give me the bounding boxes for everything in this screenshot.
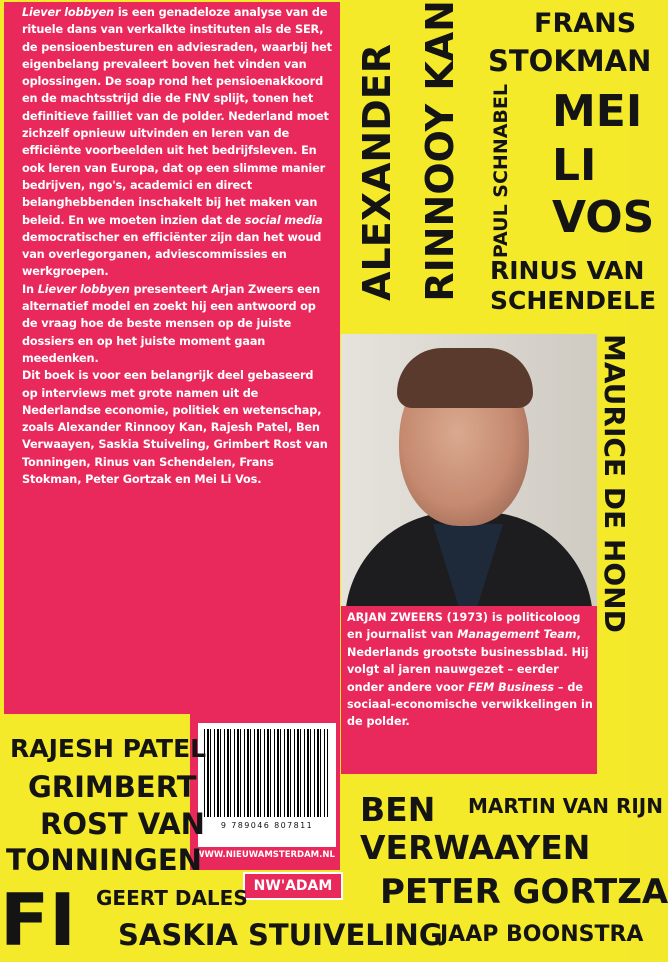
name-mei: MEI: [552, 86, 643, 137]
name-geert: GEERT DALES: [96, 886, 248, 910]
name-stokman: STOKMAN: [488, 44, 652, 78]
publisher-logo: NW'ADAM: [243, 872, 343, 900]
name-rost-van: ROST VAN: [40, 807, 205, 841]
name-rajesh: RAJESH PATEL: [10, 734, 207, 763]
publisher-url: WWW.NIEUWAMSTERDAM.NL: [195, 850, 335, 860]
name-martin: MARTIN VAN RIJN: [468, 794, 663, 818]
name-rinus: RINUS VAN: [490, 256, 645, 285]
name-schnabel: PAUL SCHNABEL: [490, 84, 512, 259]
name-peter: PETER GORTZA: [380, 872, 668, 912]
barcode-bars: [204, 729, 328, 817]
name-grimbert: GRIMBERT: [28, 770, 197, 804]
blurb-paragraph-1: Liever lobbyen is een genadeloze analyse van de rituele dans van verkalkte instituten als de SER, de pensioenbesturen en adviesraden, waarbij het eigenbelang prevaleert boven het vinden van oplossingen. De soap rond het pensioenakkoord en de machtsstrijd die de FNV splijt, tonen het definitieve failliet van de polder. Nederland moet zichzelf opnieuw uitvinden en leren van de efficiënte voorbeelden uit het bedrijfsleven. En ook leren van Europa, dat op een slimme manier bedrijven, ngo's, academici en direct belanghebbenden inschakelt bij het maken van beleid. En we moeten inzien dat de social media democratischer en efficiënter zijn dan het woud van overlegorganen, adviescommissies en werkgroepen.: [22, 6, 332, 279]
name-maurice: MAURICE DE HOND: [598, 334, 631, 633]
name-li: LI: [552, 140, 597, 191]
back-cover-blurb: [22, 4, 332, 488]
name-verwaayen: VERWAAYEN: [360, 828, 591, 867]
name-saskia: SASKIA STUIVELING: [118, 918, 443, 952]
name-fi: FI: [0, 878, 76, 962]
blurb-paragraph-2: In Liever lobbyen presenteert Arjan Zweers een alternatief model en zoekt hij een antwoord op de vraag hoe de beste mensen op de juiste dossiers en op het juiste moment gaan meedenken.: [22, 282, 321, 365]
name-vos: VOS: [552, 192, 655, 243]
author-bio: ARJAN ZWEERS (1973) is politicoloog en journalist van Management Team, Nederlands grootste businessblad. Hij volgt al jaren nauwgezet – eerder onder andere voor FEM Business – de sociaal-economische verwikkelingen in de polder.: [347, 611, 593, 729]
name-tonningen: TONNINGEN: [6, 843, 202, 877]
name-frans: FRANS: [534, 8, 637, 39]
barcode: [198, 723, 336, 847]
author-photo: [341, 334, 597, 606]
name-schendele: SCHENDELE: [490, 286, 657, 315]
blurb-paragraph-3: Dit boek is voor een belangrijk deel gebaseerd op interviews met grote namen uit de Nederlandse economie, politiek en wetenschap, zoals Alexander Rinnooy Kan, Rajesh Patel, Ben Verwaayen, Saskia Stuiveling, Grimbert Rost van Tonningen, Rinus van Schendelen, Frans Stokman, Peter Gortzak en Mei Li Vos.: [22, 369, 328, 487]
name-rinnooy-kan: RINNOOY KAN: [418, 0, 462, 302]
name-ben: BEN: [360, 790, 436, 829]
name-alexander: ALEXANDER: [355, 44, 399, 301]
isbn-number: 9 789046 807811: [220, 821, 314, 830]
name-jaap: JAAP BOONSTRA: [440, 922, 644, 947]
